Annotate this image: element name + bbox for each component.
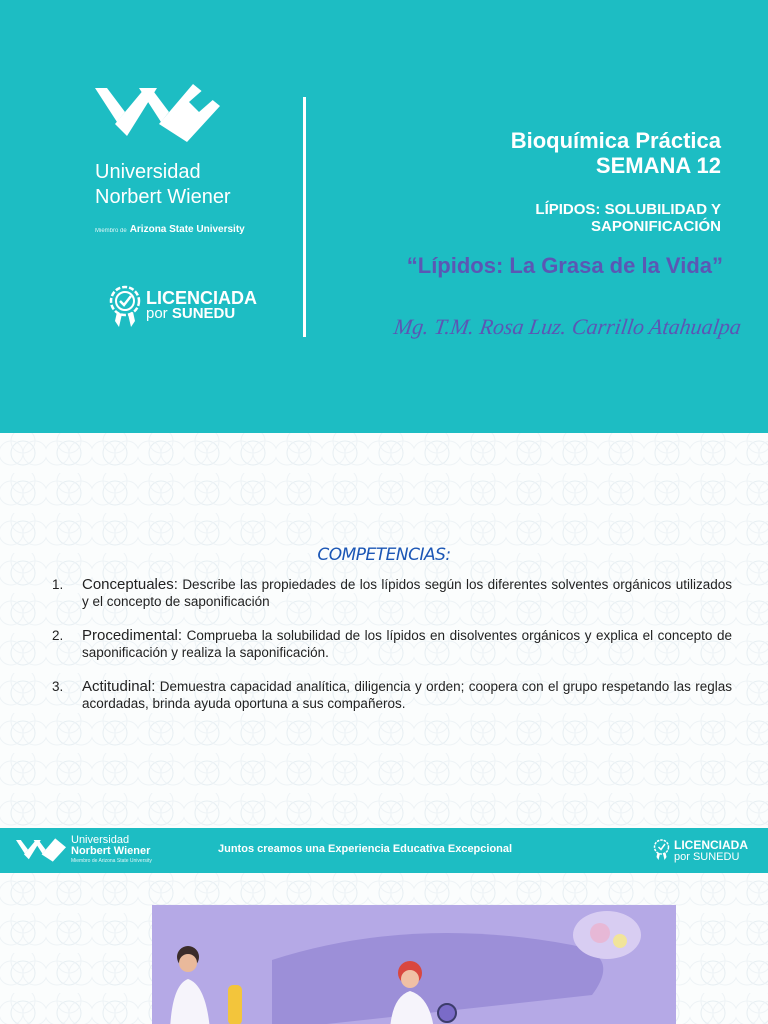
footer-tagline: Juntos creamos una Experiencia Educativa Excepcional <box>218 843 513 855</box>
list-item <box>52 627 732 661</box>
footer-license-subtitle: por SUNEDU <box>674 851 740 863</box>
week-label: SEMANA 12 <box>595 153 721 178</box>
illustration-slide <box>0 873 768 1024</box>
lab-illustration <box>152 905 676 1024</box>
license-seal-icon <box>653 838 670 862</box>
slide-quote: “Lípidos: La Grasa de la Vida” <box>406 253 723 278</box>
footer-university-line1: Universidad <box>71 834 130 846</box>
item-number: 2. <box>52 628 64 643</box>
course-title: Bioquímica Práctica <box>510 128 721 153</box>
item-number: 1. <box>52 577 64 592</box>
competencies-slide <box>0 433 768 828</box>
item-text: Comprueba la solubilidad de los lípidos en disolventes orgánicos y explica el concepto de saponificación y realiza la saponificación. <box>82 628 732 660</box>
footer-university-line2: Norbert Wiener <box>71 845 151 857</box>
competencies-list <box>52 576 732 729</box>
university-logo-icon <box>16 838 66 862</box>
university-name-line1: Universidad <box>95 161 201 183</box>
partner-prefix: Miembro de <box>95 228 127 234</box>
footer-partner: Miembro de Arizona State University <box>71 858 152 864</box>
university-name-line2: Norbert Wiener <box>95 186 231 208</box>
partner-name: Arizona State University <box>129 224 245 235</box>
university-logo-icon <box>95 84 220 142</box>
partner-affiliation <box>95 224 245 235</box>
item-number: 3. <box>52 679 64 694</box>
license-subtitle <box>146 305 235 322</box>
item-label: Procedimental: <box>82 627 183 644</box>
cover-slide <box>0 0 768 433</box>
footer-bar <box>0 828 768 873</box>
list-item <box>52 678 732 712</box>
license-prefix: por <box>146 305 168 322</box>
vertical-divider <box>303 97 306 337</box>
license-title: LICENCIADA <box>146 288 257 308</box>
list-item <box>52 576 732 610</box>
author-name: Mg. T.M. Rosa Luz. Carrillo Atahualpa <box>392 314 743 339</box>
footer-license-title: LICENCIADA <box>674 838 748 852</box>
license-org: SUNEDU <box>171 305 236 322</box>
item-label: Conceptuales: <box>82 576 178 593</box>
item-text: Demuestra capacidad analítica, diligencia y orden; coopera con el grupo respetando las reglas acordadas, brinda ayuda oportuna a sus compañeros. <box>82 679 732 711</box>
item-text: Describe las propiedades de los lípidos según los diferentes solventes orgánicos utilizados y el concepto de saponificación <box>82 577 732 609</box>
item-label: Actitudinal: <box>82 678 156 695</box>
topic-title: LÍPIDOS: SOLUBILIDAD Y SAPONIFICACIÓN <box>535 201 721 235</box>
competencies-title: COMPETENCIAS: <box>317 545 451 565</box>
license-seal-icon <box>108 285 142 329</box>
